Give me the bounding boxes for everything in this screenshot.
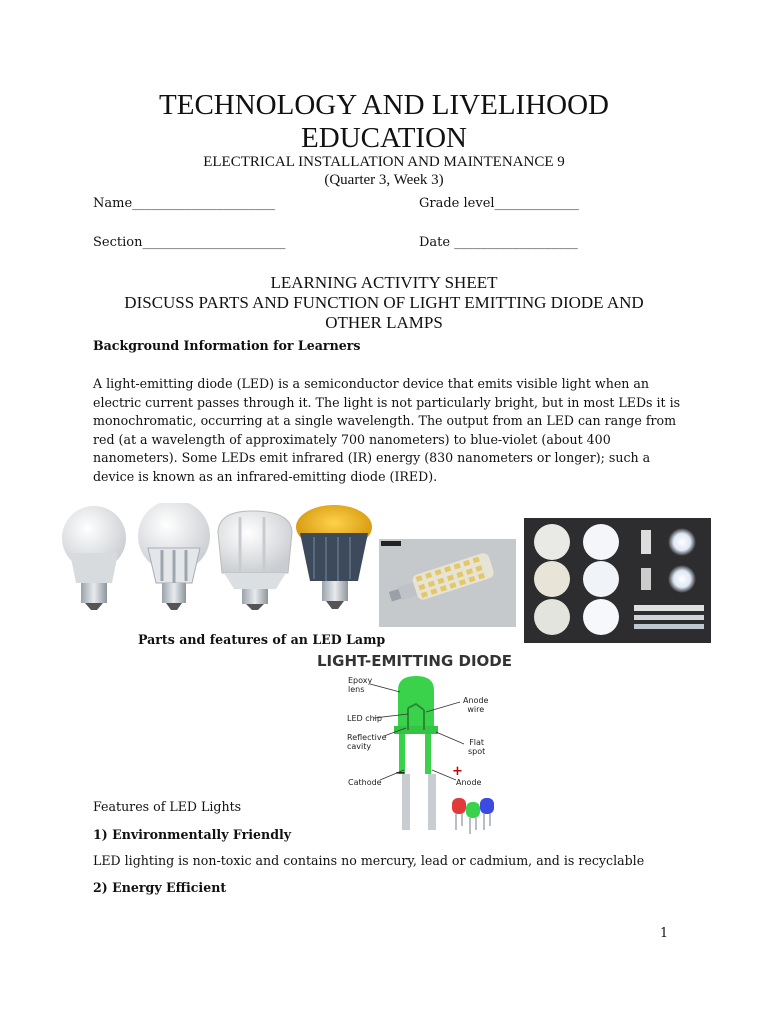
feature-1-title: 1) Environmentally Friendly	[93, 827, 292, 842]
label-text: spot	[468, 747, 486, 756]
title-line-1: TECHNOLOGY AND LIVELIHOOD	[159, 89, 609, 121]
section-field: Section______________________	[93, 235, 286, 250]
label-text: wire	[467, 705, 485, 714]
corn-bulb-photo	[379, 539, 516, 627]
label-cathode: Cathode	[348, 778, 382, 787]
led-lens	[398, 676, 434, 726]
grade-field: Grade level_____________	[419, 196, 580, 211]
background-heading: Background Information for Learners	[93, 338, 361, 353]
label-text: Epoxy	[348, 676, 373, 685]
label-text: cavity	[347, 742, 372, 751]
title-line-2: EDUCATION	[301, 122, 467, 154]
quarter-label: (Quarter 3, Week 3)	[324, 172, 444, 188]
cathode-lead	[402, 774, 410, 830]
led-bulbs-photo	[52, 503, 378, 613]
paragraph-line: monochromatic, occurring at a single wavelength. The output from an LED can range from	[93, 413, 677, 429]
features-heading: Features of LED Lights	[93, 799, 242, 814]
paragraph-line: device is known as an infrared-emitting diode (IRED).	[93, 468, 438, 484]
paragraph-line: A light-emitting diode (LED) is a semiconductor device that emits visible light when an	[93, 376, 650, 391]
activity-subtitle-1: DISCUSS PARTS AND FUNCTION OF LIGHT EMITTING DIODE AND	[124, 293, 644, 312]
figure-caption: Parts and features of an LED Lamp	[138, 632, 386, 647]
rgb-leds-icon	[452, 798, 494, 834]
feature-1-text: LED lighting is non-toxic and contains no mercury, lead or cadmium, and is recyclable	[93, 853, 645, 868]
label-flat-spot	[468, 738, 485, 756]
label-led-chip: LED chip	[347, 714, 382, 723]
minus-sign: −	[395, 766, 406, 781]
activity-subtitle-2: OTHER LAMPS	[325, 313, 443, 332]
label-text: Anode	[463, 696, 489, 705]
bulb-3	[218, 511, 292, 610]
background-paragraph	[93, 375, 693, 487]
name-field: Name______________________	[93, 196, 276, 211]
label-text: Reflective	[347, 733, 387, 742]
bulb-4	[296, 505, 372, 609]
bulb-2	[138, 503, 210, 610]
date-field: Date ___________________	[419, 235, 578, 250]
label-text: lens	[348, 685, 365, 694]
diagram-title: LIGHT-EMITTING DIODE	[317, 652, 512, 670]
plus-sign: +	[452, 764, 463, 779]
feature-2-title: 2) Energy Efficient	[93, 880, 227, 895]
page-number: 1	[660, 925, 669, 940]
paragraph-line: nanometers). Some LEDs emit infrared (IR) energy (830 nanometers or longer); such a	[93, 450, 651, 466]
subtitle: ELECTRICAL INSTALLATION AND MAINTENANCE 9	[203, 154, 565, 170]
label-anode-wire	[463, 696, 488, 714]
label-epoxy-lens	[348, 676, 372, 694]
paragraph-line: red (at a wavelength of approximately 700 nanometers) to blue-violet (about 400	[93, 431, 611, 447]
anode-lead	[428, 774, 436, 830]
paragraph-line: electric current passes through it. The light is not particularly bright, but in most LEDs it is	[93, 394, 681, 410]
activity-title: LEARNING ACTIVITY SHEET	[270, 273, 498, 292]
label-anode: Anode	[456, 778, 482, 787]
label-reflective-cavity	[347, 733, 387, 751]
led-assortment-photo	[524, 518, 711, 643]
label-text: Flat	[469, 738, 485, 747]
bulb-1	[62, 506, 126, 610]
